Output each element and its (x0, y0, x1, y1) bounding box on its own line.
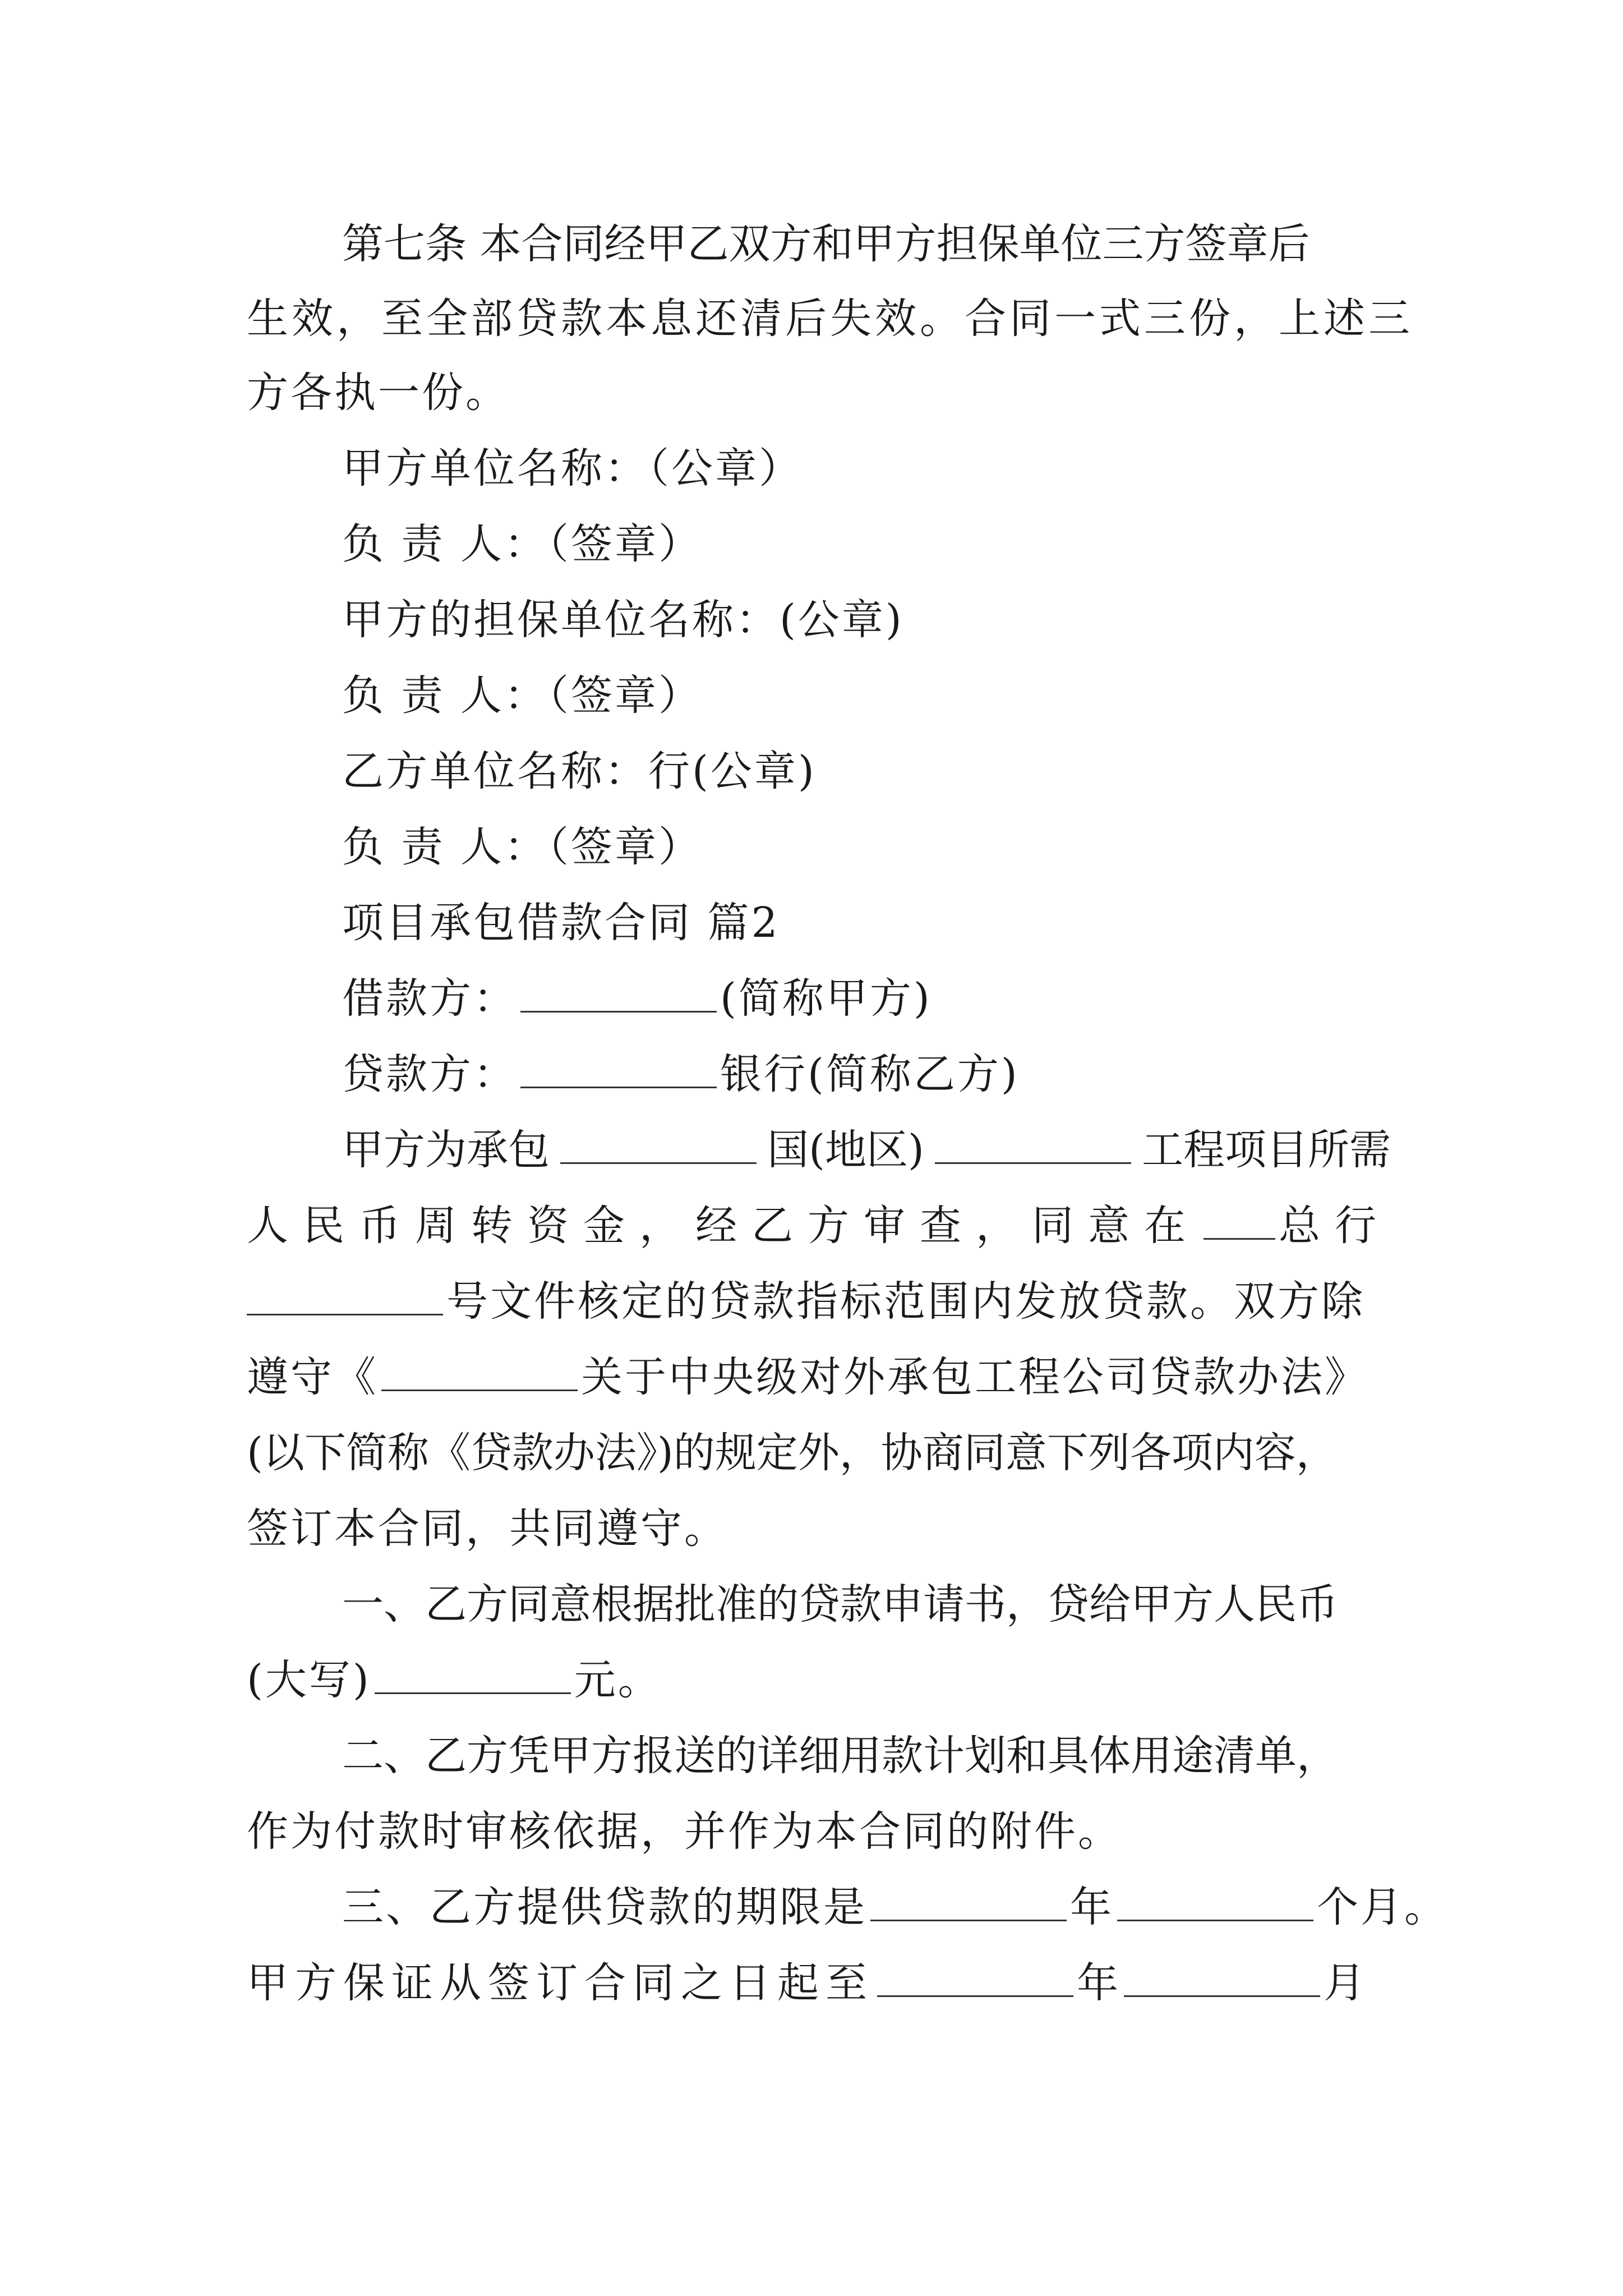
text-line (342, 210, 1391, 278)
signature-line (342, 813, 1623, 881)
text-segment: 签订本合同，共同遵守。 (247, 1504, 728, 1553)
blank-field (870, 1886, 1067, 1921)
text-segment: 甲方保证从签订合同之日起至 (247, 1959, 874, 2007)
text-line (247, 1798, 1623, 1865)
text-line (342, 1874, 1623, 1941)
text-line (342, 1116, 1391, 1184)
blank-field (1117, 1886, 1313, 1921)
text-segment: 工程项目所需 (1142, 1126, 1391, 1174)
text-line (247, 1343, 1623, 1411)
text-line (247, 1268, 1623, 1335)
clause-7-line-1: 第七条 本合同经甲乙双方和甲方担保单位三方签章后 (342, 220, 1310, 268)
text-line (247, 359, 1623, 426)
text-segment: 号文件核定的贷款指标范围内发放贷款。双方除 (446, 1277, 1365, 1326)
signature-line (342, 586, 1623, 654)
text-segment: 人民币周转资金，经乙方审查，同意在 (247, 1202, 1200, 1250)
clause-7-line-2: 生效，至全部贷款本息还清后失效。合同一式三份，上述三 (247, 295, 1413, 343)
text-line (247, 285, 1413, 352)
lender-suffix: 银行(简称乙方) (720, 1050, 1020, 1098)
blank-field (877, 1962, 1073, 1997)
lender-label: 贷款方： (342, 1050, 517, 1098)
party-a-name-label: 甲方单位名称：（公章） (342, 444, 803, 493)
borrower-label: 借款方： (342, 974, 517, 1023)
blank-field (1124, 1962, 1320, 1997)
text-line (247, 1646, 1623, 1714)
clause-1-line-1: 一、乙方同意根据批准的贷款申请书，贷给甲方人民币 (342, 1580, 1338, 1628)
text-segment: 月 (1324, 1959, 1367, 2007)
text-segment: 年 (1070, 1883, 1114, 1931)
text-line (247, 1419, 1623, 1487)
clause-7-line-3: 方各执一份。 (247, 369, 509, 417)
blank-field (381, 1356, 578, 1391)
text-segment: (大写) (247, 1656, 371, 1704)
clause-2-line-2: 作为付款时审核依据，并作为本合同的附件。 (247, 1807, 1122, 1856)
text-segment: 国(地区) (767, 1126, 924, 1174)
party-b-name-label: 乙方单位名称：行(公章) (342, 747, 817, 795)
blank-field (1204, 1204, 1275, 1240)
text-segment: 遵守《 (247, 1353, 378, 1401)
section-title: 项目承包借款合同 篇2 (342, 899, 780, 947)
guarantor-responsible-label: 负 责 人：（签章） (342, 671, 703, 720)
text-line (342, 1041, 1623, 1108)
text-segment: 总行 (1279, 1202, 1391, 1250)
section-heading (342, 889, 1623, 956)
blank-field (935, 1129, 1131, 1164)
party-a-responsible-label: 负 责 人：（签章） (342, 520, 703, 568)
signature-line (342, 738, 1623, 805)
text-segment: 个月。 (1317, 1883, 1448, 1931)
text-segment: (以下简称《贷款办法》)的规定外，协商同意下列各项内容， (247, 1429, 1338, 1477)
text-segment: 元。 (574, 1656, 662, 1704)
blank-field (520, 1053, 717, 1088)
text-segment: 三、乙方提供贷款的期限是 (342, 1883, 867, 1931)
blank-field (375, 1659, 571, 1694)
clause-2-line-1: 二、乙方凭甲方报送的详细用款计划和具体用途清单， (342, 1732, 1338, 1780)
text-segment: 关于中央级对外承包工程公司贷款办法》 (581, 1353, 1368, 1401)
text-line (342, 965, 1623, 1032)
text-line (342, 1722, 1391, 1789)
party-b-responsible-label: 负 责 人：（签章） (342, 823, 703, 871)
blank-field (247, 1280, 443, 1315)
blank-field (560, 1129, 757, 1164)
blank-field (520, 977, 717, 1013)
signature-line (342, 510, 1623, 578)
text-line (247, 1495, 1623, 1562)
borrower-suffix: (简称甲方) (720, 974, 932, 1023)
text-line (247, 1949, 1623, 2017)
guarantor-name-label: 甲方的担保单位名称：(公章) (342, 596, 904, 644)
text-segment: 年 (1077, 1959, 1121, 2007)
signature-line (342, 435, 1623, 502)
text-line (342, 1571, 1391, 1638)
signature-line (342, 662, 1623, 729)
text-segment: 甲方为承包 (342, 1126, 550, 1174)
text-line (247, 1192, 1391, 1259)
